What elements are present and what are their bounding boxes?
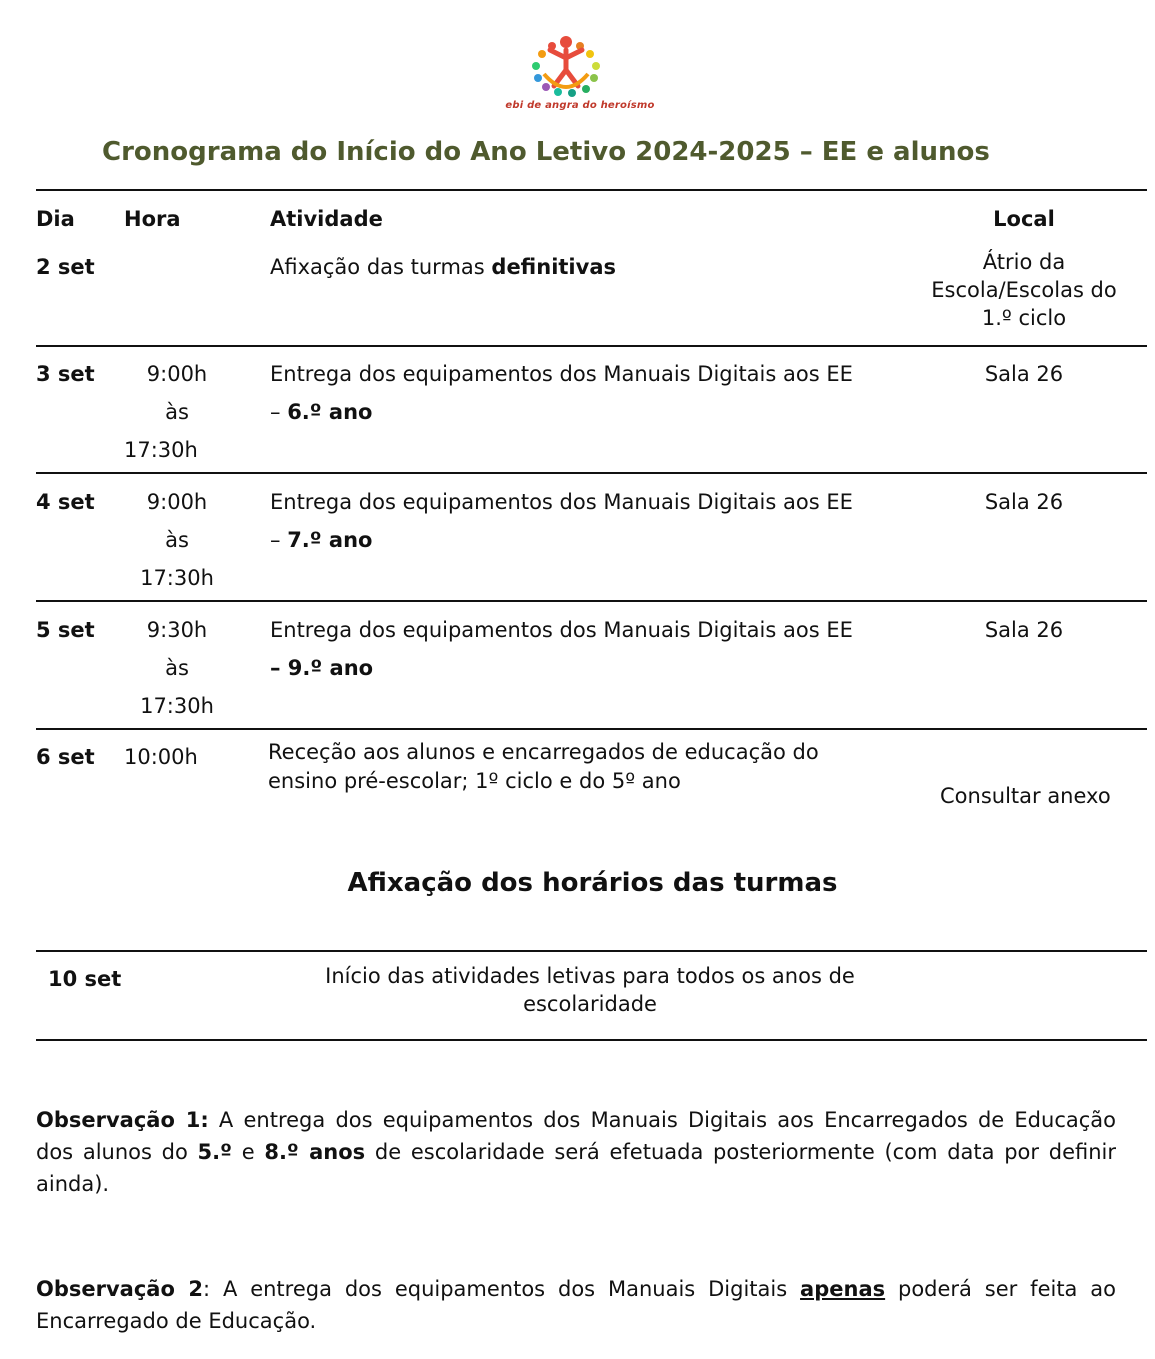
observation-text: poderá ser feita ao Encarregado de Educação.	[36, 1277, 1117, 1333]
row-atividade	[280, 962, 900, 1018]
row-divider	[36, 600, 1147, 602]
row-hora: às	[165, 528, 189, 552]
atividade-bold: – 9.º ano	[270, 656, 374, 680]
atividade-dash: –	[270, 528, 288, 552]
row-dia: 4 set	[36, 490, 95, 514]
hora-line: 9:00h	[146, 362, 208, 386]
table-top-rule	[36, 189, 1147, 191]
logo-caption: ebi de angra do heroísmo	[505, 100, 655, 111]
local-line: Átrio da	[982, 250, 1066, 274]
row-hora: 17:30h	[140, 566, 214, 590]
header-hora: Hora	[124, 207, 181, 231]
row-local	[914, 248, 1134, 332]
atividade-line: escolaridade	[523, 992, 657, 1016]
atividade-text: Afixação das turmas	[270, 255, 492, 279]
row-hora: 10:00h	[124, 745, 198, 769]
school-logo-icon	[480, 28, 680, 104]
row-divider	[36, 472, 1147, 474]
atividade-line: Início das atividades letivas para todos os anos de	[325, 964, 855, 988]
row-dia: 10 set	[48, 967, 122, 991]
observation-text: A entrega dos equipamentos dos Manuais Digitais aos Encarregados de Educação dos alunos do	[36, 1108, 1116, 1164]
atividade-line	[270, 393, 853, 431]
atividade-line	[270, 521, 853, 559]
observation-2	[36, 1273, 1116, 1337]
row-divider	[36, 728, 1147, 730]
observation-text: : A entrega dos equipamentos dos Manuais Digitais	[203, 1277, 801, 1301]
observation-label: Observação 1:	[36, 1108, 209, 1132]
observation-text: de escolaridade será efetuada posteriormente (com data por definir ainda).	[36, 1140, 1116, 1196]
atividade-bold: 6.º ano	[287, 400, 373, 424]
row-atividade	[270, 483, 853, 559]
observation-bold: 5.º	[197, 1140, 232, 1164]
row-dia: 5 set	[36, 618, 95, 642]
row-dia: 2 set	[36, 255, 95, 279]
atividade-line: Entrega dos equipamentos dos Manuais Digitais aos EE	[270, 362, 853, 386]
hora-line: 17:30h	[124, 438, 198, 462]
hora-line: às	[165, 400, 189, 424]
row-hora	[116, 393, 238, 431]
row-local: Consultar anexo	[940, 784, 1111, 808]
header-local: Local	[993, 207, 1055, 231]
header-atividade: Atividade	[270, 207, 383, 231]
second-table-bottom-rule	[36, 1039, 1147, 1041]
row-divider	[36, 345, 1147, 347]
observation-emphasis: apenas	[800, 1277, 886, 1301]
row-local: Sala 26	[984, 490, 1064, 514]
atividade-bold: definitivas	[491, 255, 616, 279]
second-table-top-rule	[36, 950, 1147, 952]
row-atividade	[270, 355, 853, 431]
atividade-line: Entrega dos equipamentos dos Manuais Digitais aos EE	[270, 618, 853, 642]
observation-bold: 8.º anos	[264, 1140, 366, 1164]
school-logo	[480, 28, 680, 116]
row-local: Sala 26	[984, 362, 1064, 386]
local-line: Escola/Escolas do	[931, 278, 1117, 302]
row-hora: 9:00h	[146, 490, 208, 514]
row-atividade	[270, 248, 616, 286]
row-dia: 3 set	[36, 362, 95, 386]
row-hora: 17:30h	[140, 694, 214, 718]
observation-text: e	[231, 1140, 265, 1164]
row-hora: às	[165, 656, 189, 680]
section-heading: Afixação dos horários das turmas	[347, 868, 838, 898]
observation-label: Observação 2	[36, 1277, 204, 1301]
atividade-bold: 7.º ano	[287, 528, 373, 552]
page-title: Cronograma do Início do Ano Letivo 2024-2025 – EE e alunos	[102, 137, 990, 167]
row-dia: 6 set	[36, 745, 95, 769]
local-line: 1.º ciclo	[981, 306, 1067, 330]
atividade-line: Entrega dos equipamentos dos Manuais Digitais aos EE	[270, 490, 853, 514]
atividade-line: Receção aos alunos e encarregados de educação do	[268, 740, 819, 764]
row-atividade	[270, 611, 853, 687]
atividade-line: ensino pré-escolar; 1º ciclo e do 5º ano	[268, 769, 681, 793]
header-dia: Dia	[36, 207, 75, 231]
atividade-dash: –	[270, 400, 288, 424]
row-hora	[124, 431, 198, 469]
row-atividade	[268, 738, 819, 796]
row-hora: 9:30h	[146, 618, 208, 642]
row-hora	[116, 355, 238, 393]
observation-1	[36, 1104, 1116, 1200]
row-local: Sala 26	[984, 618, 1064, 642]
